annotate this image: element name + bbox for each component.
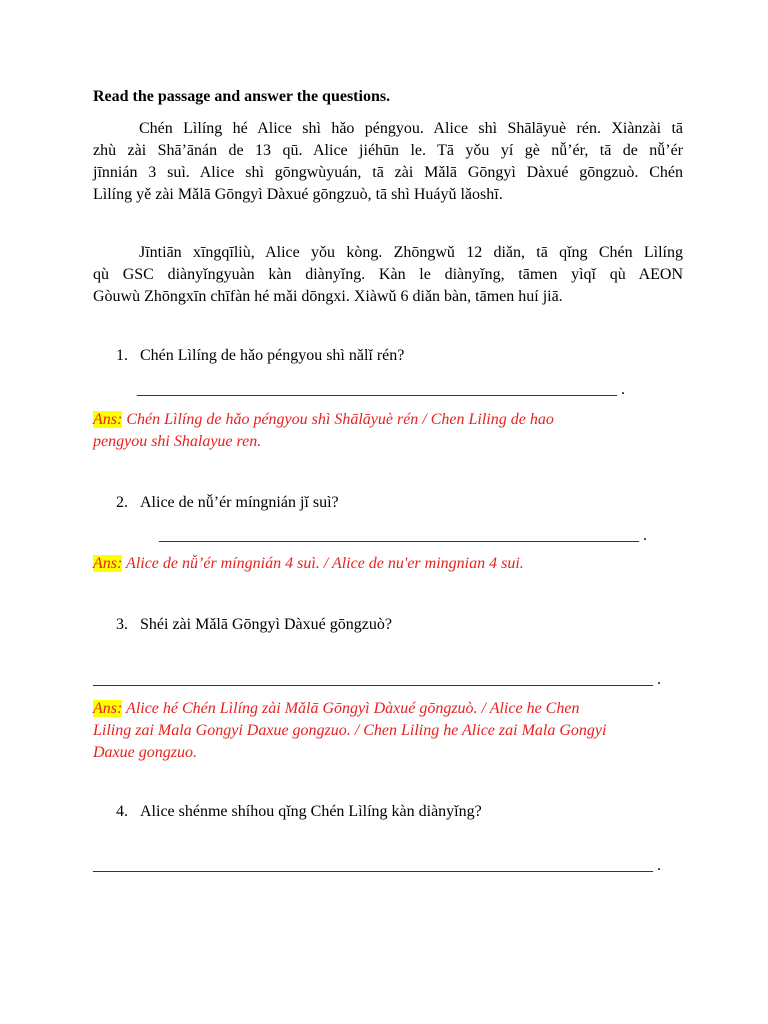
answer-text: Liling zai Mala Gongyi Daxue gongzuo. / Chen Liling he Alice zai Mala Gongyi xyxy=(93,722,607,739)
answer-blank-1[interactable]: ____________________________________________________________ . xyxy=(137,381,625,398)
answer-label: Ans: xyxy=(93,411,123,428)
answer-text: Alice de nǚ’ér míngnián 4 suì. / Alice de nu'er mingnian 4 sui. xyxy=(122,555,524,572)
answer-text: Alice hé Chén Lìlíng zài Mǎlā Gōngyì Dàxué gōngzuò. / Alice he Chen xyxy=(122,700,580,717)
question-2 xyxy=(116,494,339,512)
question-number: 4. xyxy=(116,803,128,820)
question-3 xyxy=(116,616,392,634)
answer-text: Chén Lìlíng de hǎo péngyou shì Shālāyuè rén / Chen Liling de hao xyxy=(122,411,554,428)
passage-line: Jīntiān xīngqīliù, Alice yǒu kòng. Zhōngwǔ 12 diǎn, tā qǐng Chén Lìlíng xyxy=(139,244,683,261)
passage-line: Lìlíng yě zài Mǎlā Gōngyì Dàxué gōngzuò, tā shì Huáyǔ lǎoshī. xyxy=(93,186,503,203)
question-4 xyxy=(116,803,482,821)
passage-paragraph-1 xyxy=(93,118,683,206)
answer-text: pengyou shi Shalayue ren. xyxy=(93,433,262,450)
question-text: Alice de nǚ’ér míngnián jǐ suì? xyxy=(140,494,339,511)
instructions-heading: Read the passage and answer the questions. xyxy=(93,88,391,105)
passage-line: Chén Lìlíng hé Alice shì hǎo péngyou. Alice shì Shālāyuè rén. Xiànzài tā xyxy=(139,120,683,137)
question-text: Shéi zài Mǎlā Gōngyì Dàxué gōngzuò? xyxy=(140,616,392,633)
question-number: 2. xyxy=(116,494,128,511)
answer-label: Ans: xyxy=(93,555,123,572)
passage-paragraph-2 xyxy=(93,242,683,308)
question-number: 1. xyxy=(116,347,128,364)
answer-label: Ans: xyxy=(93,700,123,717)
answer-blank-2[interactable]: ____________________________________________________________ . xyxy=(159,527,647,544)
question-1 xyxy=(116,347,404,365)
answer-blank-4[interactable]: ______________________________________________________________________ . xyxy=(93,857,661,874)
question-text: Chén Lìlíng de hǎo péngyou shì nǎlǐ rén? xyxy=(140,347,405,364)
answer-2 xyxy=(93,553,524,575)
answer-text: Daxue gongzuo. xyxy=(93,744,197,761)
answer-blank-3[interactable]: ______________________________________________________________________ . xyxy=(93,671,661,688)
passage-line: jīnnián 3 suì. Alice shì gōngwùyuán, tā zài Mǎlā Gōngyì Dàxué gōngzuò. Chén xyxy=(93,164,683,181)
passage-line: zhù zài Shā’ānán de 13 qū. Alice jiéhūn le. Tā yǒu yí gè nǚ’ér, tā de nǚ’ér xyxy=(93,142,683,159)
answer-3 xyxy=(93,698,606,764)
passage-line: Gòuwù Zhōngxīn chīfàn hé mǎi dōngxi. Xiàwǔ 6 diǎn bàn, tāmen huí jiā. xyxy=(93,288,563,305)
question-number: 3. xyxy=(116,616,128,633)
passage-line: qù GSC diànyǐngyuàn kàn diànyǐng. Kàn le diànyǐng, tāmen yìqǐ qù AEON xyxy=(93,266,683,283)
question-text: Alice shénme shíhou qǐng Chén Lìlíng kàn diànyǐng? xyxy=(140,803,482,820)
answer-1 xyxy=(93,409,554,453)
